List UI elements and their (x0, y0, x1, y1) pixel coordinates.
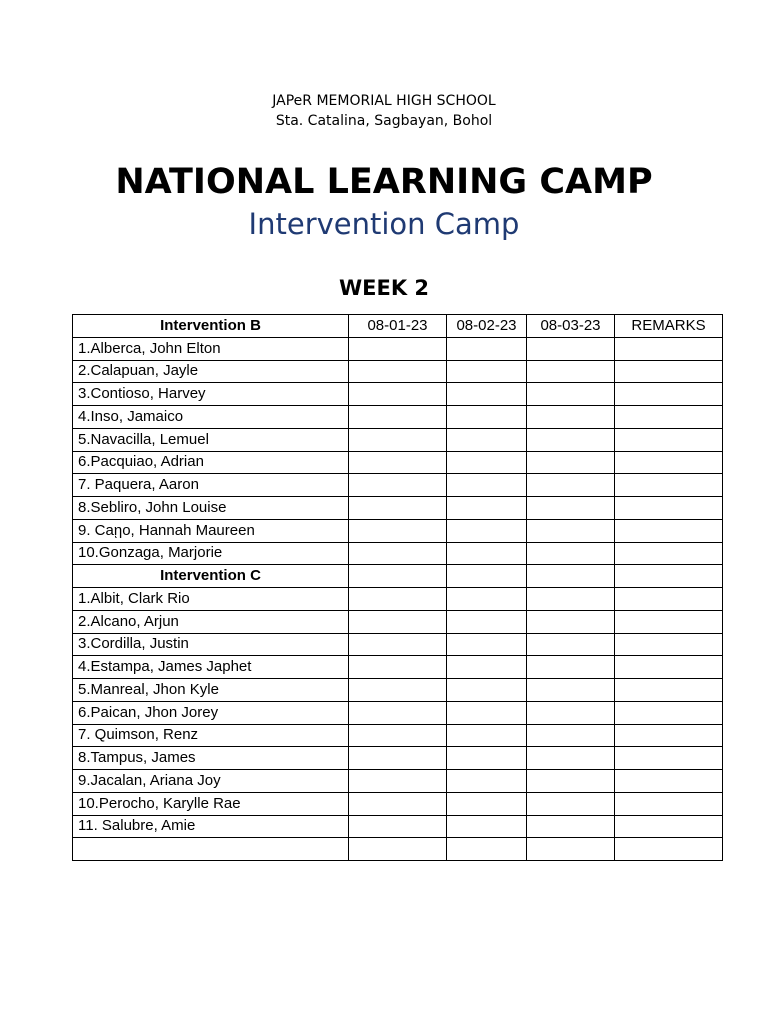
attendance-cell (447, 542, 527, 565)
attendance-cell (349, 656, 447, 679)
attendance-cell (527, 656, 615, 679)
attendance-cell (349, 519, 447, 542)
attendance-cell (349, 360, 447, 383)
attendance-cell (447, 815, 527, 838)
attendance-cell (615, 747, 723, 770)
attendance-cell (615, 679, 723, 702)
week-label: WEEK 2 (338, 276, 430, 300)
table-row (73, 747, 723, 770)
attendance-cell (527, 428, 615, 451)
student-name-cell: 6.Paican, Jhon Jorey (73, 701, 349, 724)
attendance-cell (349, 815, 447, 838)
student-name-cell: 7. Paquera, Aaron (73, 474, 349, 497)
attendance-cell (615, 701, 723, 724)
table-row (73, 724, 723, 747)
empty-cell (447, 565, 527, 588)
table-row (73, 633, 723, 656)
attendance-cell (349, 542, 447, 565)
attendance-cell (447, 383, 527, 406)
attendance-cell (349, 770, 447, 793)
table-row (73, 770, 723, 793)
student-name-cell: 1.Albit, Clark Rio (73, 588, 349, 611)
attendance-cell (615, 610, 723, 633)
attendance-cell (447, 406, 527, 429)
attendance-cell (447, 610, 527, 633)
table-row (73, 451, 723, 474)
attendance-cell (447, 656, 527, 679)
attendance-cell (447, 679, 527, 702)
attendance-cell (615, 588, 723, 611)
student-name-cell: 5.Navacilla, Lemuel (73, 428, 349, 451)
attendance-cell (349, 497, 447, 520)
attendance-cell (527, 474, 615, 497)
attendance-table (72, 314, 723, 861)
table-row (73, 679, 723, 702)
attendance-cell (527, 497, 615, 520)
attendance-cell (349, 747, 447, 770)
student-name-cell: 4.Inso, Jamaico (73, 406, 349, 429)
student-name-cell: 2.Alcano, Arjun (73, 610, 349, 633)
group-heading: Intervention C (73, 565, 349, 588)
attendance-cell (527, 838, 615, 861)
attendance-cell (615, 474, 723, 497)
student-name-cell: 3.Contioso, Harvey (73, 383, 349, 406)
empty-cell (527, 565, 615, 588)
attendance-cell (615, 770, 723, 793)
attendance-cell (447, 497, 527, 520)
student-name-cell: 3.Cordilla, Justin (73, 633, 349, 656)
table-row (73, 360, 723, 383)
attendance-cell (349, 428, 447, 451)
attendance-cell (615, 792, 723, 815)
attendance-cell (615, 724, 723, 747)
attendance-cell (615, 519, 723, 542)
attendance-cell (447, 519, 527, 542)
attendance-cell (349, 337, 447, 360)
attendance-cell (527, 406, 615, 429)
attendance-cell (527, 542, 615, 565)
attendance-cell (527, 747, 615, 770)
attendance-cell (349, 838, 447, 861)
table-row (73, 588, 723, 611)
school-address: Sta. Catalina, Sagbayan, Bohol (275, 113, 493, 129)
attendance-cell (527, 519, 615, 542)
column-header: 08-03-23 (527, 315, 615, 338)
table-row (73, 474, 723, 497)
attendance-cell (447, 428, 527, 451)
attendance-cell (527, 588, 615, 611)
table-row (73, 497, 723, 520)
attendance-cell (527, 724, 615, 747)
attendance-cell (615, 428, 723, 451)
table-row (73, 656, 723, 679)
student-name-cell: 1.Alberca, John Elton (73, 337, 349, 360)
attendance-cell (527, 383, 615, 406)
attendance-cell (527, 701, 615, 724)
attendance-cell (447, 792, 527, 815)
table-row (73, 337, 723, 360)
attendance-cell (615, 451, 723, 474)
attendance-cell (615, 406, 723, 429)
attendance-cell (527, 792, 615, 815)
student-name-cell: 10.Perocho, Karylle Rae (73, 792, 349, 815)
attendance-cell (527, 360, 615, 383)
empty-cell (349, 565, 447, 588)
attendance-cell (527, 770, 615, 793)
attendance-cell (349, 679, 447, 702)
attendance-cell (615, 656, 723, 679)
column-header: 08-02-23 (447, 315, 527, 338)
attendance-cell (615, 542, 723, 565)
attendance-cell (349, 724, 447, 747)
attendance-cell (527, 337, 615, 360)
table-row (73, 383, 723, 406)
attendance-cell (447, 360, 527, 383)
attendance-cell (527, 633, 615, 656)
attendance-cell (615, 633, 723, 656)
attendance-cell (349, 451, 447, 474)
attendance-cell (349, 610, 447, 633)
attendance-cell (447, 474, 527, 497)
table-row (73, 519, 723, 542)
student-name-cell: 8.Sebliro, John Louise (73, 497, 349, 520)
attendance-cell (527, 679, 615, 702)
attendance-cell (447, 701, 527, 724)
page-subtitle: Intervention Camp (248, 207, 520, 241)
student-name-cell: 4.Estampa, James Japhet (73, 656, 349, 679)
attendance-cell (615, 815, 723, 838)
column-header: REMARKS (615, 315, 723, 338)
attendance-table-body (73, 315, 723, 861)
table-row (73, 701, 723, 724)
attendance-cell (527, 610, 615, 633)
student-name-cell: 9. Caῃo, Hannah Maureen (73, 519, 349, 542)
student-name-cell: 9.Jacalan, Ariana Joy (73, 770, 349, 793)
group-header-row (73, 315, 723, 338)
attendance-cell (527, 815, 615, 838)
attendance-cell (349, 588, 447, 611)
attendance-cell (349, 383, 447, 406)
school-name: JAPeR MEMORIAL HIGH SCHOOL (272, 93, 496, 109)
table-row (73, 406, 723, 429)
page-title: NATIONAL LEARNING CAMP (115, 162, 653, 202)
student-name-cell: 8.Tampus, James (73, 747, 349, 770)
student-name-cell: 2.Calapuan, Jayle (73, 360, 349, 383)
attendance-cell (447, 588, 527, 611)
attendance-cell (447, 770, 527, 793)
attendance-cell (349, 633, 447, 656)
attendance-cell (615, 497, 723, 520)
attendance-cell (349, 406, 447, 429)
table-row (73, 792, 723, 815)
column-header: 08-01-23 (349, 315, 447, 338)
attendance-cell (349, 701, 447, 724)
attendance-cell (447, 747, 527, 770)
group-header-row (73, 565, 723, 588)
student-name-cell: 6.Pacquiao, Adrian (73, 451, 349, 474)
attendance-cell (615, 383, 723, 406)
student-name-cell: 10.Gonzaga, Marjorie (73, 542, 349, 565)
table-row (73, 610, 723, 633)
student-name-cell (73, 838, 349, 861)
attendance-cell (615, 360, 723, 383)
student-name-cell: 5.Manreal, Jhon Kyle (73, 679, 349, 702)
attendance-cell (447, 337, 527, 360)
attendance-cell (615, 337, 723, 360)
table-row (73, 815, 723, 838)
attendance-cell (527, 451, 615, 474)
table-row (73, 428, 723, 451)
empty-cell (615, 565, 723, 588)
attendance-cell (349, 792, 447, 815)
attendance-cell (447, 838, 527, 861)
student-name-cell: 11. Salubre, Amie (73, 815, 349, 838)
group-heading: Intervention B (73, 315, 349, 338)
table-row (73, 838, 723, 861)
attendance-cell (349, 474, 447, 497)
table-row (73, 542, 723, 565)
attendance-cell (447, 451, 527, 474)
attendance-cell (447, 724, 527, 747)
attendance-cell (447, 633, 527, 656)
attendance-cell (615, 838, 723, 861)
student-name-cell: 7. Quimson, Renz (73, 724, 349, 747)
